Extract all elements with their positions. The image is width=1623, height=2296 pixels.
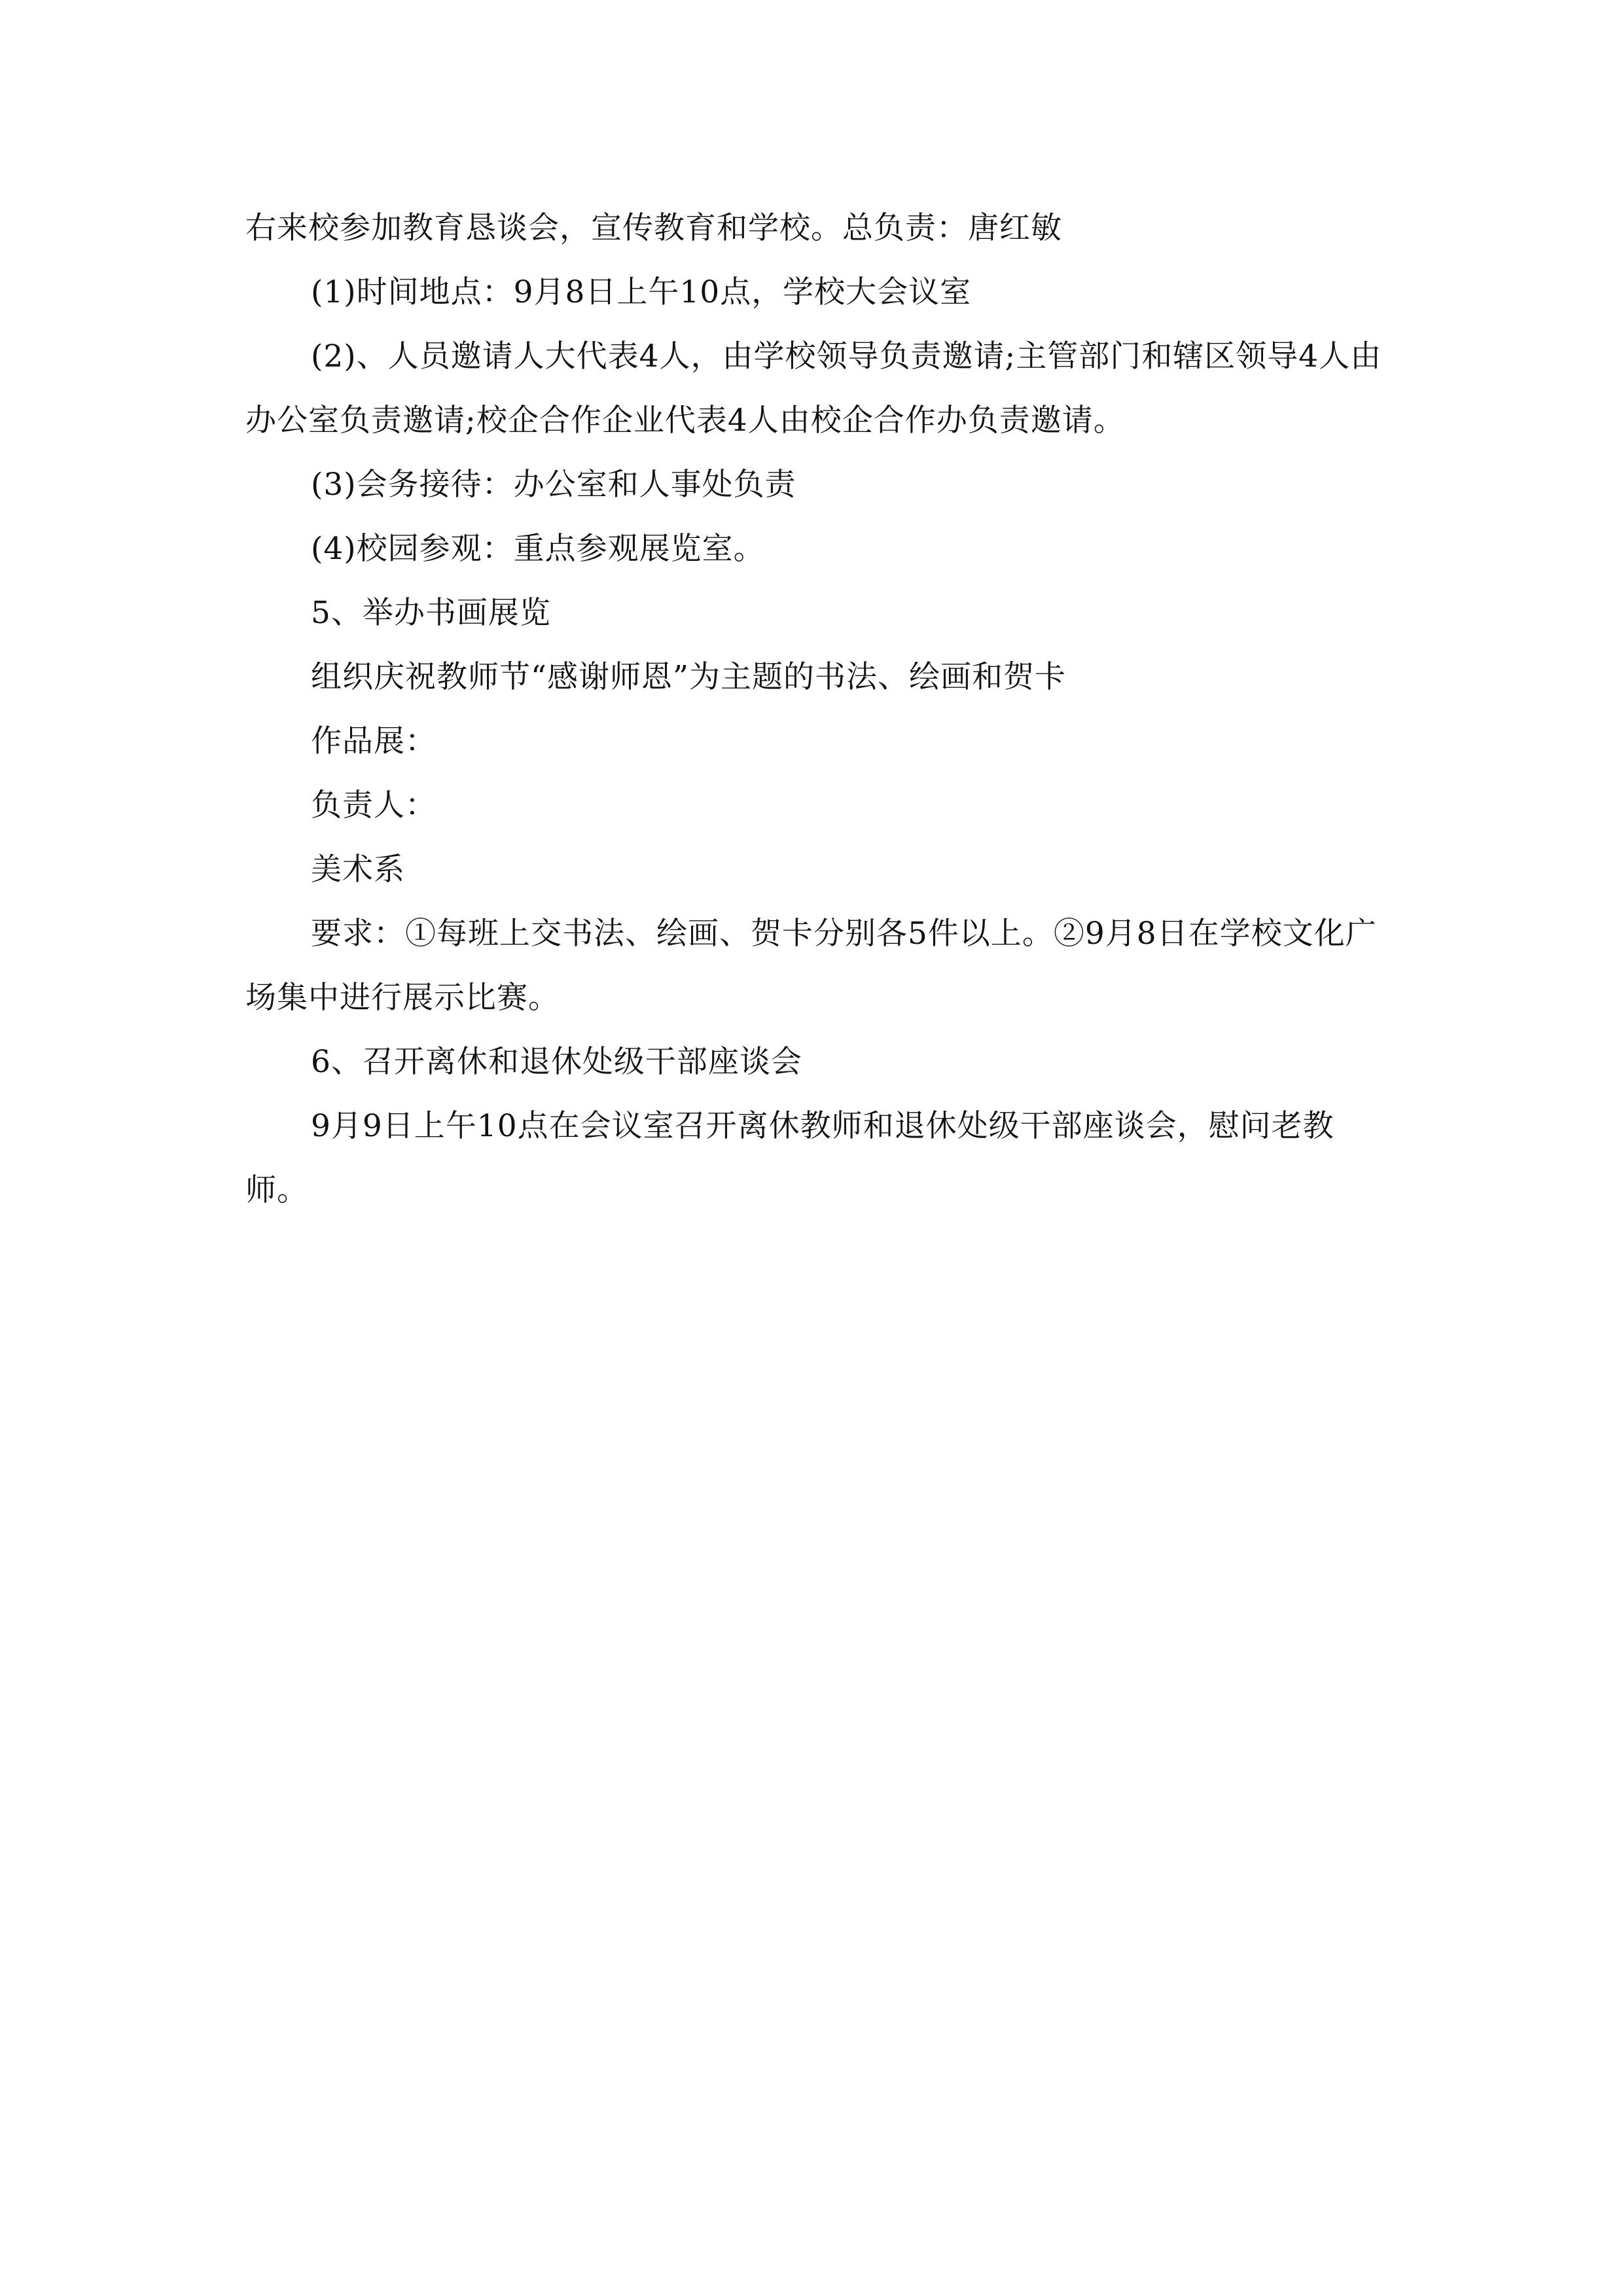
paragraph-3: (2)、人员邀请人大代表4人，由学校领导负责邀请;主管部门和辖区领导4人由办公室负责邀请;校企合作企业代表4人由校企合作办负责邀请。	[245, 338, 1382, 439]
paragraph-1: 右来校参加教育恳谈会，宣传教育和学校。总负责：唐红敏	[245, 210, 1062, 246]
paragraph-11: 要求：①每班上交书法、绘画、贺卡分别各5件以上。②9月8日在学校文化广场集中进行展示比赛。	[245, 916, 1377, 1016]
paragraph-2: (1)时间地点：9月8日上午10点，学校大会议室	[311, 274, 972, 310]
paragraph-5: (4)校园参观：重点参观展览室。	[311, 531, 765, 567]
paragraph-13: 9月9日上午10点在会议室召开离休教师和退休处级干部座谈会，慰问老教师。	[245, 1108, 1334, 1208]
paragraph-9: 负责人：	[311, 787, 437, 823]
paragraph-12: 6、召开离休和退休处级干部座谈会	[311, 1044, 802, 1080]
paragraph-6: 5、举办书画展览	[311, 595, 551, 631]
paragraph-10: 美术系	[311, 852, 405, 888]
paragraph-4: (3)会务接待：办公室和人事处负责	[311, 467, 796, 503]
paragraph-7: 组织庆祝教师节“感谢师恩”为主题的书法、绘画和贺卡	[311, 659, 1067, 695]
document-body	[245, 196, 1384, 1223]
paragraph-8: 作品展：	[311, 723, 437, 759]
